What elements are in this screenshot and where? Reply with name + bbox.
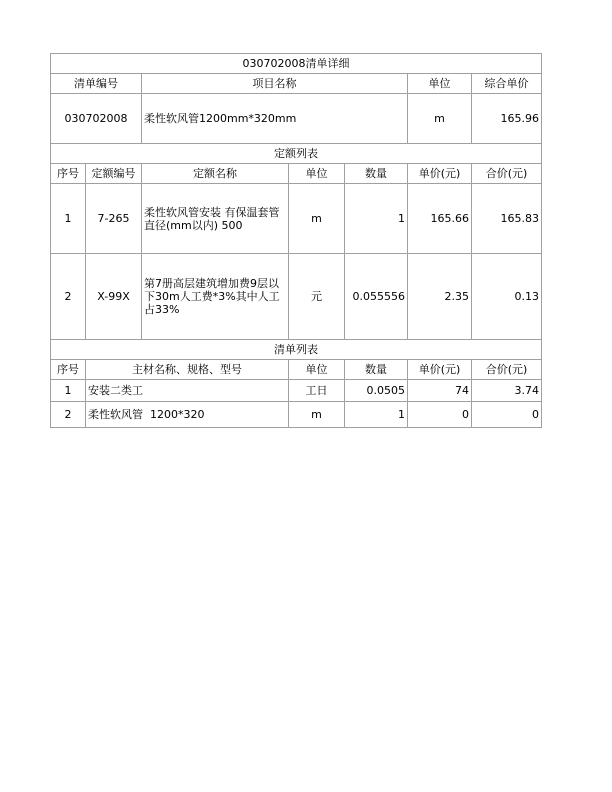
quota-total: 0.13 bbox=[472, 254, 542, 340]
material-header-row bbox=[51, 360, 542, 380]
material-qty: 0.0505 bbox=[345, 380, 408, 402]
quota-seq: 2 bbox=[51, 254, 86, 340]
bill-detail-table bbox=[50, 53, 542, 428]
material-unit: m bbox=[289, 402, 345, 428]
quota-unit-header: 单位 bbox=[289, 164, 345, 184]
quota-seq: 1 bbox=[51, 184, 86, 254]
quota-code-header: 定额编号 bbox=[86, 164, 142, 184]
quota-header-row bbox=[51, 164, 542, 184]
material-total: 3.74 bbox=[472, 380, 542, 402]
quota-code: X-99X bbox=[86, 254, 142, 340]
material-section-title-row bbox=[51, 340, 542, 360]
quota-price: 2.35 bbox=[408, 254, 472, 340]
material-row bbox=[51, 402, 542, 428]
quota-section-title: 定额列表 bbox=[51, 144, 542, 164]
bill-unit: m bbox=[408, 94, 472, 144]
bill-unit-price-header: 综合单价 bbox=[472, 74, 542, 94]
material-price: 74 bbox=[408, 380, 472, 402]
bill-name-header: 项目名称 bbox=[142, 74, 408, 94]
quota-qty-header: 数量 bbox=[345, 164, 408, 184]
quota-seq-header: 序号 bbox=[51, 164, 86, 184]
quota-total-header: 合价(元) bbox=[472, 164, 542, 184]
material-seq: 2 bbox=[51, 402, 86, 428]
quota-unit: 元 bbox=[289, 254, 345, 340]
quota-code: 7-265 bbox=[86, 184, 142, 254]
quota-name: 第7册高层建筑增加费9层以下30m人工费*3%其中人工占33% bbox=[142, 254, 289, 340]
material-price: 0 bbox=[408, 402, 472, 428]
title-row bbox=[51, 54, 542, 74]
material-section-title: 清单列表 bbox=[51, 340, 542, 360]
bill-unit-price: 165.96 bbox=[472, 94, 542, 144]
quota-row bbox=[51, 184, 542, 254]
quota-name-header: 定额名称 bbox=[142, 164, 289, 184]
quota-row bbox=[51, 254, 542, 340]
material-seq: 1 bbox=[51, 380, 86, 402]
bill-code: 030702008 bbox=[51, 94, 142, 144]
quota-name: 柔性软风管安装 有保温套管 直径(mm以内) 500 bbox=[142, 184, 289, 254]
material-total-header: 合价(元) bbox=[472, 360, 542, 380]
material-unit-header: 单位 bbox=[289, 360, 345, 380]
bill-unit-header: 单位 bbox=[408, 74, 472, 94]
material-name: 柔性软风管 1200*320 bbox=[86, 402, 289, 428]
material-price-header: 单价(元) bbox=[408, 360, 472, 380]
quota-section-title-row bbox=[51, 144, 542, 164]
material-qty-header: 数量 bbox=[345, 360, 408, 380]
sheet-title: 030702008清单详细 bbox=[51, 54, 542, 74]
quota-unit: m bbox=[289, 184, 345, 254]
quota-total: 165.83 bbox=[472, 184, 542, 254]
material-unit: 工日 bbox=[289, 380, 345, 402]
material-name-header: 主材名称、规格、型号 bbox=[86, 360, 289, 380]
material-total: 0 bbox=[472, 402, 542, 428]
material-seq-header: 序号 bbox=[51, 360, 86, 380]
material-name: 安装二类工 bbox=[86, 380, 289, 402]
material-qty: 1 bbox=[345, 402, 408, 428]
material-row bbox=[51, 380, 542, 402]
quota-qty: 0.055556 bbox=[345, 254, 408, 340]
quota-price-header: 单价(元) bbox=[408, 164, 472, 184]
bill-row bbox=[51, 94, 542, 144]
quota-qty: 1 bbox=[345, 184, 408, 254]
bill-code-header: 清单编号 bbox=[51, 74, 142, 94]
bill-name: 柔性软风管1200mm*320mm bbox=[142, 94, 408, 144]
bill-header-row bbox=[51, 74, 542, 94]
quota-price: 165.66 bbox=[408, 184, 472, 254]
